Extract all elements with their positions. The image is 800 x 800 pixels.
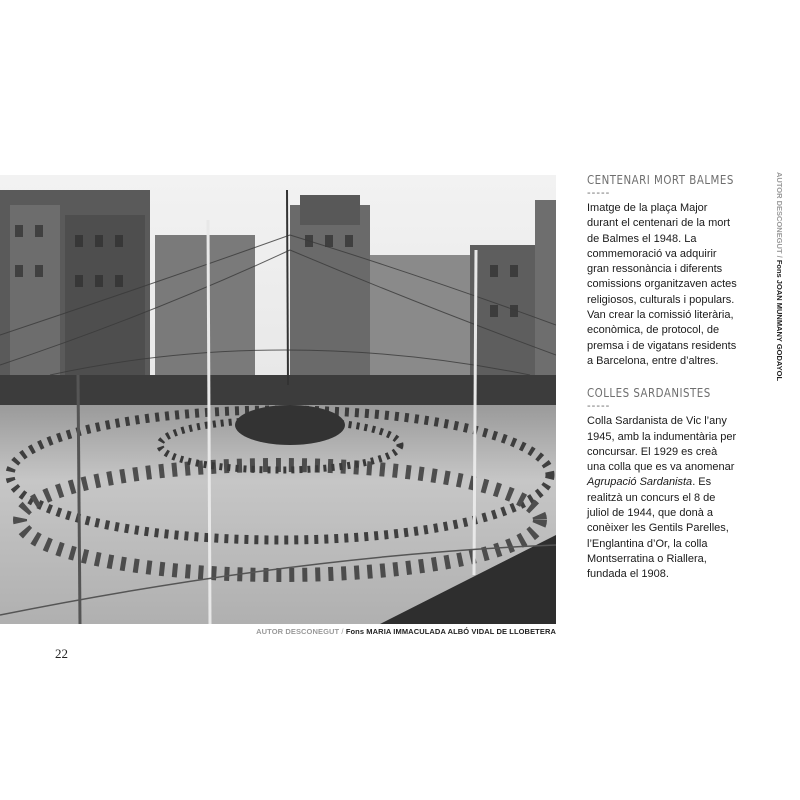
section-rule: ----- [587,400,611,413]
photo-credit [256,627,556,636]
vertical-credit-separator: / [775,253,784,260]
photo-credit-separator: / [339,627,346,636]
section-title-colles: COLLES SARDANISTES [587,385,711,401]
body-italic-text: Agrupació Sardanista [587,476,693,489]
photo-illustration [0,175,556,624]
body-text: Colla Sardanista de Vic l’any 1945, amb la indumentària per concursar. El 1929 es creà una colla que es va anomenar [587,415,737,474]
historical-photo-placa-major [0,175,556,624]
text-column [587,172,737,599]
body-text: . Es realitzà un concurs el 8 de juliol de 1944, que donà a conèixer les Gentils Parelles, l’Englantina d’Or, la colla Montserratina o Riallera, fundada el 1908. [587,476,729,581]
vertical-credit-author: AUTOR DESCONEGUT [775,172,784,254]
section-centenari [587,172,737,369]
section-rule: ----- [587,187,611,199]
photo-credit-fons: Fons MARIA IMMACULADA ALBÓ VIDAL DE LLOBETERA [345,627,556,636]
page-number: 22 [55,646,68,661]
section-colles [587,385,737,582]
photo-credit-author: AUTOR DESCONEGUT [256,627,340,636]
vertical-photo-credit [775,172,784,381]
section-body-colles [587,414,737,582]
section-title-centenari: CENTENARI MORT BALMES [587,172,734,187]
vertical-credit-fons: Fons JOAN MUNMANY GODAYOL [775,259,784,382]
section-body-centenari: Imatge de la plaça Major durant el centenari de la mort de Balmes el 1948. La commemoració va adquirir gran ressonància i diferents comissions organitzaven actes religiosos, culturals i populars. Van crear la comissió literària, econòmica, de protocol, de premsa i de vigatans residents a Barcelona, entre d’altres. [587,202,737,367]
